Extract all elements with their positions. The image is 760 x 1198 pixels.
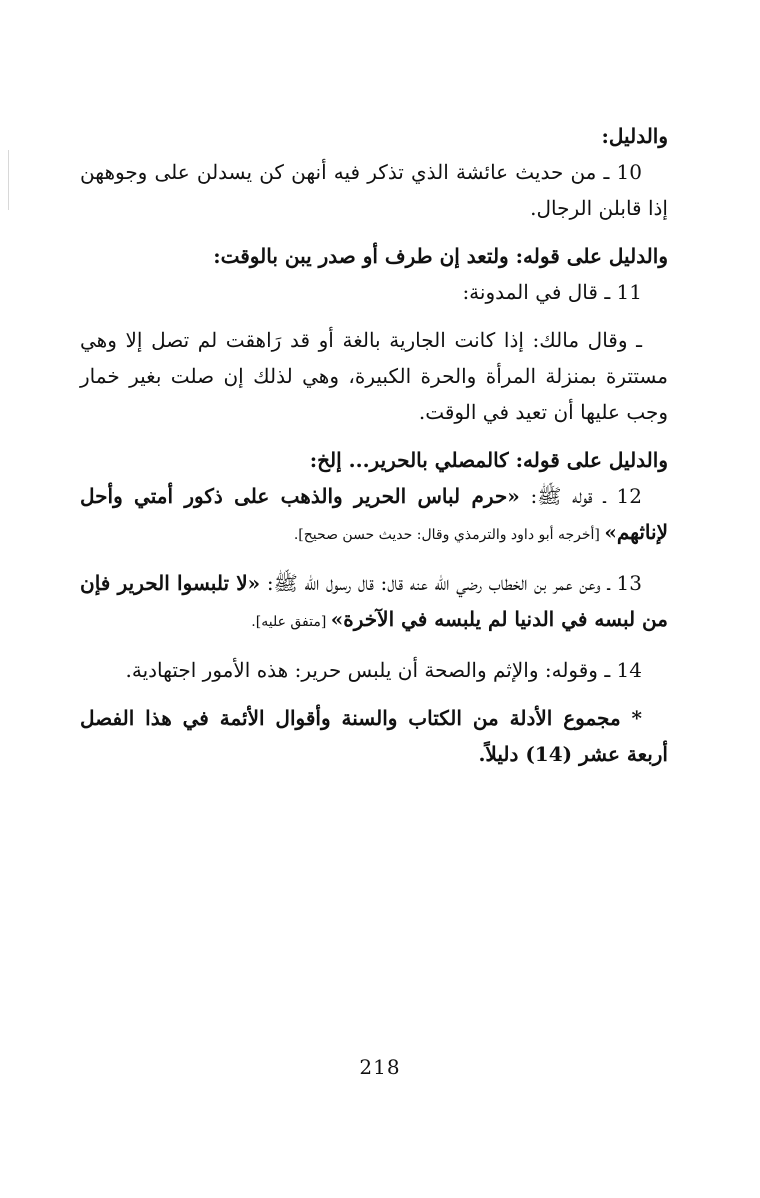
- paragraph-12: [80, 478, 668, 553]
- margin-rule: [8, 150, 9, 210]
- page-number: 218: [359, 1055, 401, 1079]
- hadith-quote-13: «لا تلبسوا الحرير فإن من لبسه في الدنيا لم يلبسه في الآخرة»: [80, 571, 668, 631]
- reference-13: [متفق عليه].: [251, 614, 331, 630]
- paragraph-13-prefix: 13 ـ وعن عمر بن الخطاب رضي الله عنه قال: قال رسول الله ﷺ:: [260, 571, 642, 595]
- paragraph-14: 14 ـ وقوله: والإثم والصحة أن يلبس حرير: هذه الأمور اجتهادية.: [125, 658, 642, 682]
- hadith-quote-12: «حرم لباس الحرير والذهب على ذكور أمتي وأحل لإناثهم»: [80, 484, 668, 544]
- page-body: [80, 118, 668, 772]
- section-heading-time: والدليل على قوله: ولتعد إن طرف أو صدر يبن بالوقت:: [213, 244, 668, 268]
- reference-12: [أخرجه أبو داود والترمذي وقال: حديث حسن صحيح].: [293, 527, 605, 543]
- paragraph-13: [80, 565, 668, 640]
- paragraph-12-prefix: 12 ـ قوله ﷺ:: [519, 484, 642, 508]
- section-heading-evidence: والدليل:: [601, 124, 668, 148]
- paragraph-11: 11 ـ قال في المدونة:: [462, 280, 642, 304]
- paragraph-malik: ـ وقال مالك: إذا كانت الجارية بالغة أو قد رَاهقت لم تصل إلا وهي مستترة بمنزلة المرأة والحرة الكبيرة، وهي لذلك إن صلت بغير خمار وجب عليها أن تعيد في الوقت.: [80, 328, 668, 424]
- summary-note: * مجموع الأدلة من الكتاب والسنة وأقوال الأئمة في هذا الفصل أربعة عشر (14) دليلاً.: [80, 706, 668, 766]
- section-heading-silk: والدليل على قوله: كالمصلي بالحرير... إلخ:: [309, 448, 668, 472]
- paragraph-10: 10 ـ من حديث عائشة الذي تذكر فيه أنهن كن يسدلن على وجوههن إذا قابلن الرجال.: [80, 160, 668, 220]
